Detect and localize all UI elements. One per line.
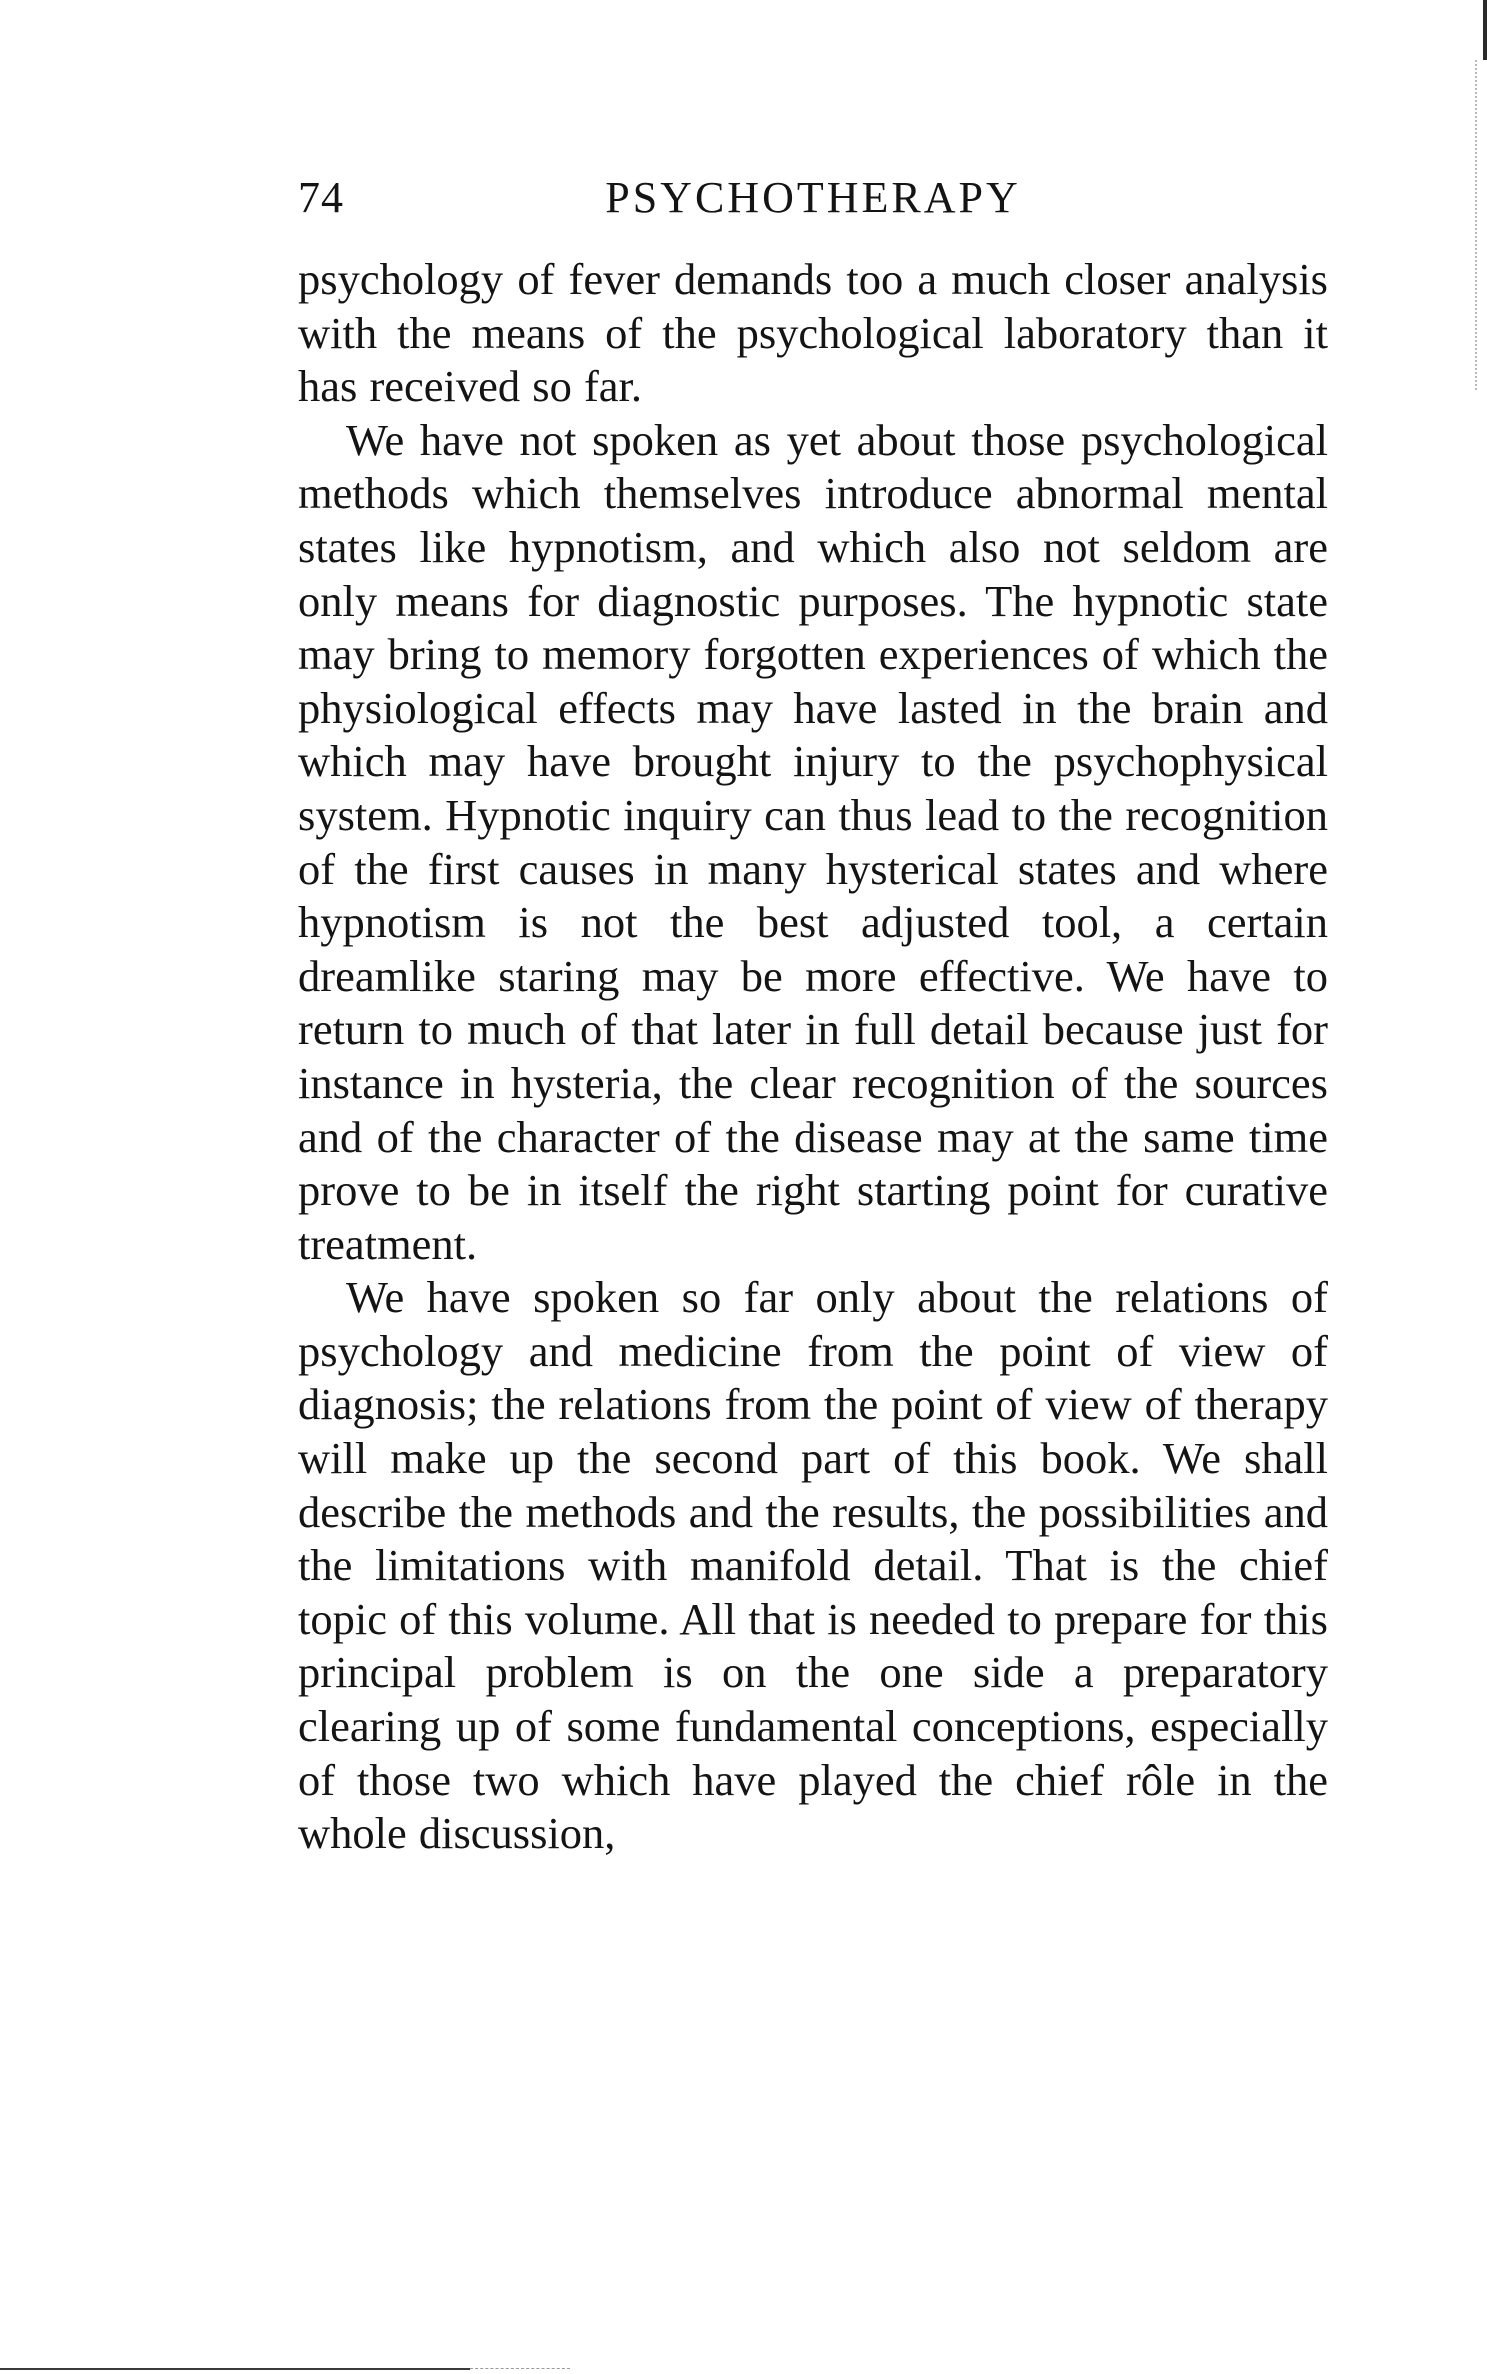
page-edge-speckle xyxy=(1469,60,1477,390)
paragraph-hypnotism: We have not spoken as yet about those psychological methods which themselves introduce abnormal mental states like hypnotism, and which also not seldom are only means for diagnostic purposes. The hypnotic state may bring to memory forgotten experiences of which the physiological effects may have lasted in the brain and which may have brought injury to the psychophysical system. Hypnotic inquiry can thus lead to the recognition of the first causes in many hysterical states and where hypnotism is not the best adjusted tool, a certain dreamlike staring may be more effective. We have to return to much of that later in full detail because just for instance in hysteria, the clear recognition of the sources and of the character of the disease may at the same time prove to be in itself the right starting point for curative treatment. xyxy=(298,414,1328,1269)
page-number: 74 xyxy=(298,173,344,222)
paragraph-therapy: We have spoken so far only about the relations of psychology and medicine from the point of view of diagnosis; the relations from the point of view of therapy will make up the second part of this book. We shall describe the methods and the results, the possibilities and the limitations with manifold detail. That is the chief topic of this volume. All that is needed to prepare for this principal problem is on the one side a preparatory clearing up of some fundamental conceptions, especially of those two which have played the chief rôle in the whole discussion, xyxy=(298,1272,1328,1859)
bottom-scan-rule xyxy=(0,2368,470,2370)
running-head xyxy=(298,168,1328,228)
body-text xyxy=(298,253,1328,1861)
paragraph-continued: psychology of fever demands too a much closer analysis with the means of the psychological laboratory than it has received so far. xyxy=(298,254,1328,412)
bottom-scan-rule-faint xyxy=(470,2368,570,2369)
running-title: PSYCHOTHERAPY xyxy=(605,173,1021,222)
page-edge-mark xyxy=(1473,0,1487,60)
